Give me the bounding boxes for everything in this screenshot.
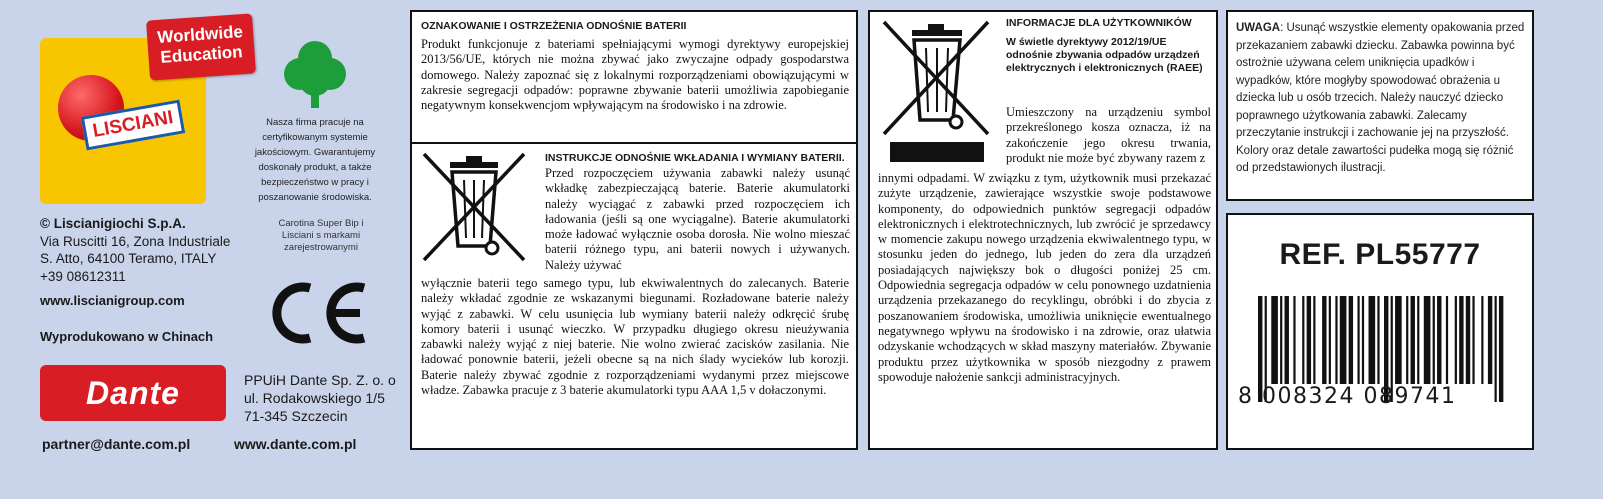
barcode-bar xyxy=(1481,296,1483,384)
distributor-street: ul. Rodakowskiego 1/5 xyxy=(244,390,385,406)
company-website: www.liscianigroup.com xyxy=(40,293,185,308)
battery-text: Produkt funkcjonuje z bateriami spełniającymi wymogi dyrektywy europejskiej 2013/56/UE, których nie można zbywać jako zwyczajne odpady gospodarstwa domowego. Należy zapoznać się z lokalnymi rozporządzeniami obowiązującymi w zakresie segregacji odpadów: poprawne zbywanie baterii umożliwia zapobieganie negatywnym konsekwencjom wpływającym na środowisko i na zdrowie. xyxy=(421,37,849,113)
barcode-bar xyxy=(1466,296,1470,384)
barcode-bar xyxy=(1307,296,1311,384)
trademark-note: Carotina Super Bip i Lisciani s markami zarejestrowanymi xyxy=(278,218,364,253)
barcode-bar xyxy=(1437,296,1441,384)
barcode-bar xyxy=(1377,296,1379,384)
barcode-bar xyxy=(1369,296,1376,384)
made-in-note: Wyprodukowano w Chinach xyxy=(40,329,214,344)
barcode-bar xyxy=(1280,296,1282,384)
barcode-bar xyxy=(1446,296,1448,384)
crossed-bin-icon xyxy=(880,18,992,138)
warning-label: UWAGA xyxy=(1236,22,1281,34)
tree-icon xyxy=(278,36,352,110)
barcode-bar xyxy=(1424,296,1431,384)
barcode-bar xyxy=(1293,296,1295,384)
distributor-city: 71-345 Szczecin xyxy=(244,408,348,424)
barcode-bar xyxy=(1322,296,1326,384)
barcode-bar xyxy=(1472,296,1474,384)
battery-heading: OZNAKOWANIE I OSTRZEŻENIA ODNOŚNIE BATERII xyxy=(421,20,687,32)
lisciani-logo: LISCIANI xyxy=(81,100,185,151)
company-info xyxy=(40,215,230,285)
user-info-text-2: innymi odpadami. W związku z tym, użytkownik musi przekazać zużyte urządzenie, zawierające wszystkie swoje podstawowe komponenty, do odpowiednich punktów segregacji odpadów elektronicznych i elektrotechnicznych, lub zwrócić je sprzedawcy w momencie zakupu nowego urządzenia ekwiwalentnego typu, w stosunku jeden do jednego, lub jeden do zera dla urządzeń posiadających największy bok o długości poniżej 25 cm. Odpowiednia segregacja odpadów w celu ponownego uzdatnienia urządzenia przekazanego do recyklingu, obróbki i do zbycia z poszanowaniem środowiska, umożliwia uniknięcie ewentualnego negatywnego wpływu na środowisko i na zdrowie, oraz ułatwia odzyskanie wchodzących w skład maszyny materiałów. Zbywanie produktu przez użytkownika w sposób niezgodny z prawem spowoduje nałożenie sankcji administracyjnych. xyxy=(878,171,1211,384)
company-name: © Liscianigiochi S.p.A. xyxy=(40,216,186,231)
distributor-email: partner@dante.com.pl xyxy=(42,436,191,452)
barcode-bar xyxy=(1488,296,1492,384)
barcode-bar xyxy=(1395,296,1402,384)
barcode-bar xyxy=(1271,296,1278,384)
barcode-bar xyxy=(1349,296,1353,384)
instructions-heading: INSTRUKCJE ODNOŚNIE WKŁADANIA I WYMIANY BATERII. xyxy=(545,152,845,164)
company-address-2: S. Atto, 64100 Teramo, ITALY xyxy=(40,251,217,266)
barcode-bar xyxy=(1459,296,1463,384)
warning-text xyxy=(1236,20,1526,178)
barcode-bar xyxy=(1357,296,1359,384)
panel-divider xyxy=(410,142,858,144)
distributor-address xyxy=(244,371,396,425)
badge-line-2: Education xyxy=(159,42,244,67)
instructions-text-2: wyłącznie baterii tego samego typu, lub ekwiwalentnych do zalecanych. Baterie należy wkładać zgodnie ze wskazanymi biegunami. Rozładowane baterie należy wyjąć z zabawki. W celu usunięcia lub wymiany baterii należy odkręcić śrubę komory baterii i usunąć wieczko. W przypadku długiego okresu nieużywania zabawki należy wyjąć z niej baterie. Nie wolno zwierać zacisków zasilania. Nie ładować ponownie baterii, jeżeli obecne są na nich ślady wycieków lub korozji. Baterie należy zbywać zgodnie z rozporządzeniami wydanymi przez miejscowe władze. Zabawka pracuje z 3 baterie akumulatorki typu AAA 1,5 v dołaczonymi. xyxy=(421,276,849,398)
weee-black-bar xyxy=(890,142,984,162)
product-ref: REF. PL55777 xyxy=(1279,238,1481,271)
user-info-subheading: W świetle dyrektywy 2012/19/UE odnośnie zbywania odpadów urządzeń elektrycznych i elektronicznych (RAEE) xyxy=(1006,36,1203,74)
barcode-bar xyxy=(1313,296,1315,384)
company-address-1: Via Ruscitti 16, Zona Industriale xyxy=(40,233,231,249)
barcode-bar xyxy=(1340,296,1347,384)
barcode-bar xyxy=(1335,296,1337,384)
ce-mark-icon xyxy=(266,282,370,344)
user-info-heading: INFORMACJE DLA UŻYTKOWNIKÓW xyxy=(1006,17,1192,29)
crossed-bin-icon xyxy=(420,150,528,264)
distributor-website: www.dante.com.pl xyxy=(234,436,357,452)
company-phone: +39 08612311 xyxy=(40,268,126,284)
instructions-text-1: Przed rozpoczęciem używania zabawki należy usunąć wkładkę zabezpieczającą baterie. Baterie akumulatorki należy wyciągać z zabawki przed rozpoczęciem ich ładowania (jeśli są one wyciągalne). Baterie akumulatorki może ładować wyłącznie osoba dorosła. Nie wolno mieszać baterii różnego typu, ani baterii nowych i używanych. Należy używać xyxy=(545,166,850,272)
barcode-bar xyxy=(1455,296,1457,384)
badge-line-1: Worldwide xyxy=(156,22,244,47)
barcode-bar xyxy=(1302,296,1304,384)
barcode-bar xyxy=(1417,296,1419,384)
barcode-bar xyxy=(1433,296,1435,384)
distributor-name: PPUiH Dante Sp. Z. o. o xyxy=(244,372,396,388)
user-info-text-1: Umieszczony na urządzeniu symbol przekreślonego kosza oznacza, iż na zakończenie jego okresu trwania, produkt nie może być zbywany razem z xyxy=(1006,105,1211,165)
barcode-digits: 8 008324 089741 xyxy=(1238,384,1457,409)
worldwide-education-badge xyxy=(146,13,256,80)
barcode-bar xyxy=(1285,296,1289,384)
barcode-bar xyxy=(1362,296,1364,384)
eco-note: Nasza firma pracuje na certyfikowanym systemie jakościowym. Gwarantujemy doskonały produkt, a także bezpieczeństwo w pracy i poszanowanie środowiska. xyxy=(254,117,376,203)
barcode-bar xyxy=(1411,296,1415,384)
barcode-bar xyxy=(1329,296,1331,384)
dante-logo: Dante xyxy=(40,365,226,421)
barcode-bar xyxy=(1406,296,1408,384)
warning-body: : Usunąć wszystkie elementy opakowania przed przekazaniem zabawki dziecku. Zabawka powinna być ostrożnie używana celem uniknięcia upadków i wypadków, które mogłyby spowodować obrażenia u dziecka lub u osób trzecich. Należy nauczyć dziecko poprawnego użytkowania zabawki. Zalecamy przeczytanie instrukcji i zachowanie jej na przyszłość. Kolory oraz detale zawartości pudełka mogą się różnić od przedstawionych ilustracji. xyxy=(1236,22,1525,174)
